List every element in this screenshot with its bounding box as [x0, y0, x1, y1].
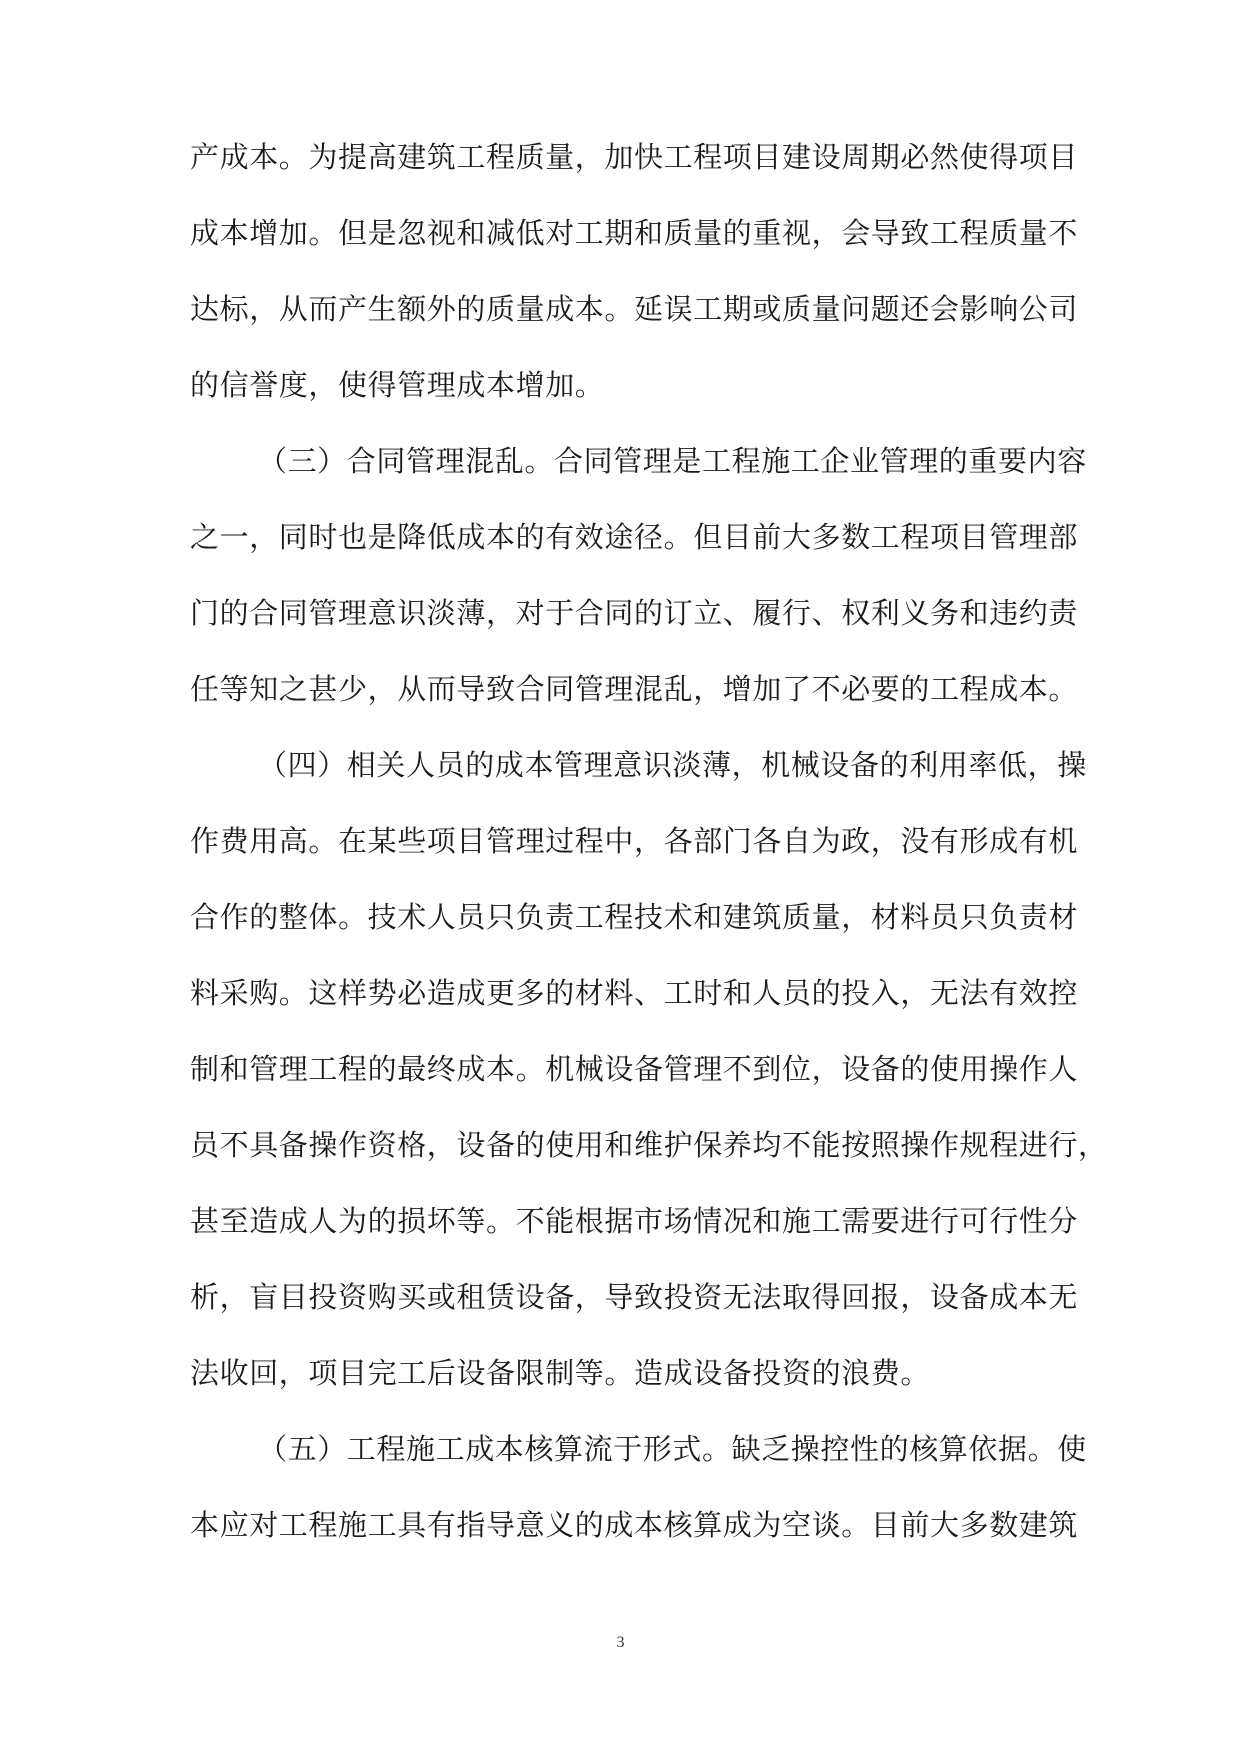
text-line: 之一，同时也是降低成本的有效途径。但目前大多数工程项目管理部: [190, 520, 1079, 554]
text-line: 法收回，项目完工后设备限制等。造成设备投资的浪费。: [190, 1356, 931, 1390]
text-line: 成本增加。但是忽视和减低对工期和质量的重视，会导致工程质量不: [190, 216, 1079, 250]
text-line: 本应对工程施工具有指导意义的成本核算成为空谈。目前大多数建筑: [190, 1508, 1079, 1542]
text-line: 合作的整体。技术人员只负责工程技术和建筑质量，材料员只负责材: [190, 900, 1079, 934]
page-number: 3: [616, 1634, 625, 1651]
paragraph-heading-line: （四）相关人员的成本管理意识淡薄，机械设备的利用率低，操: [258, 748, 1087, 782]
text-line: 析，盲目投资购买或租赁设备，导致投资无法取得回报，设备成本无: [190, 1280, 1079, 1314]
text-line: 产成本。为提高建筑工程质量，加快工程项目建设周期必然使得项目: [190, 140, 1079, 174]
text-line: 甚至造成人为的损坏等。不能根据市场情况和施工需要进行可行性分: [190, 1204, 1079, 1238]
paragraph-heading-line: （五）工程施工成本核算流于形式。缺乏操控性的核算依据。使: [258, 1432, 1087, 1466]
text-line: 任等知之甚少，从而导致合同管理混乱，增加了不必要的工程成本。: [190, 672, 1079, 706]
text-line: 达标，从而产生额外的质量成本。延误工期或质量问题还会影响公司: [190, 292, 1079, 326]
text-line: 门的合同管理意识淡薄，对于合同的订立、履行、权利义务和违约责: [190, 596, 1079, 630]
paragraph-heading-line: （三）合同管理混乱。合同管理是工程施工企业管理的重要内容: [258, 444, 1087, 478]
text-line: 料采购。这样势必造成更多的材料、工时和人员的投入，无法有效控: [190, 976, 1079, 1010]
text-line: 制和管理工程的最终成本。机械设备管理不到位，设备的使用操作人: [190, 1052, 1079, 1086]
text-line: 员不具备操作资格，设备的使用和维护保养均不能按照操作规程进行，: [190, 1128, 1108, 1162]
text-line: 的信誉度，使得管理成本增加。: [190, 368, 605, 402]
text-line: 作费用高。在某些项目管理过程中，各部门各自为政，没有形成有机: [190, 824, 1079, 858]
